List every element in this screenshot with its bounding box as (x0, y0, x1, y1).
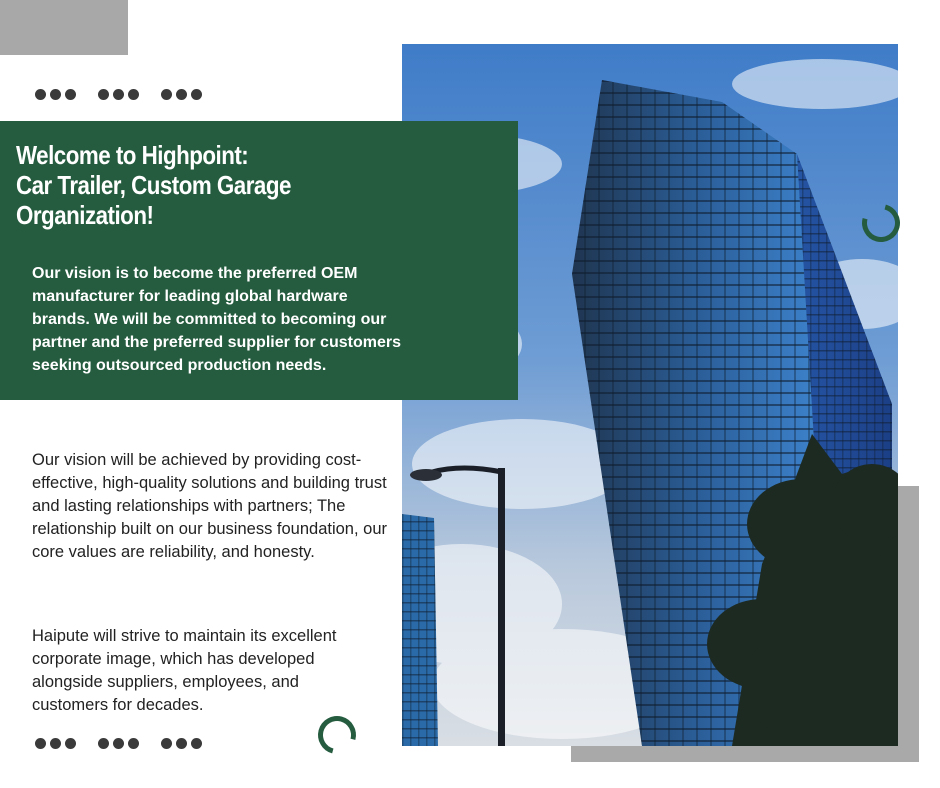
dots-decoration-icon (35, 89, 220, 100)
corporate-image-paragraph: Haipute will strive to maintain its excellent corporate image, which has developed alongside suppliers, employees, and customers for decades. (32, 627, 337, 714)
title-line-2: Car Trailer, Custom Garage (16, 170, 291, 200)
vision-intro: Our vision is to become the preferred OEM manufacturer for leading global hardware brands. We will be committed to becoming our partner and the preferred supplier for customers seeking outsourced production needs. (32, 265, 401, 374)
vision-paragraph: Our vision will be achieved by providing cost-effective, high-quality solutions and building trust and lasting relationships with partners; The relationship built on our business foundation, our core values are reliability, and honesty. (32, 451, 387, 561)
dots-decoration-icon (35, 738, 220, 749)
decorative-gray-rectangle-top (0, 0, 128, 55)
page-title (16, 140, 326, 230)
title-line-3: Organization! (16, 200, 154, 230)
title-line-1: Welcome to Highpoint: (16, 140, 249, 170)
